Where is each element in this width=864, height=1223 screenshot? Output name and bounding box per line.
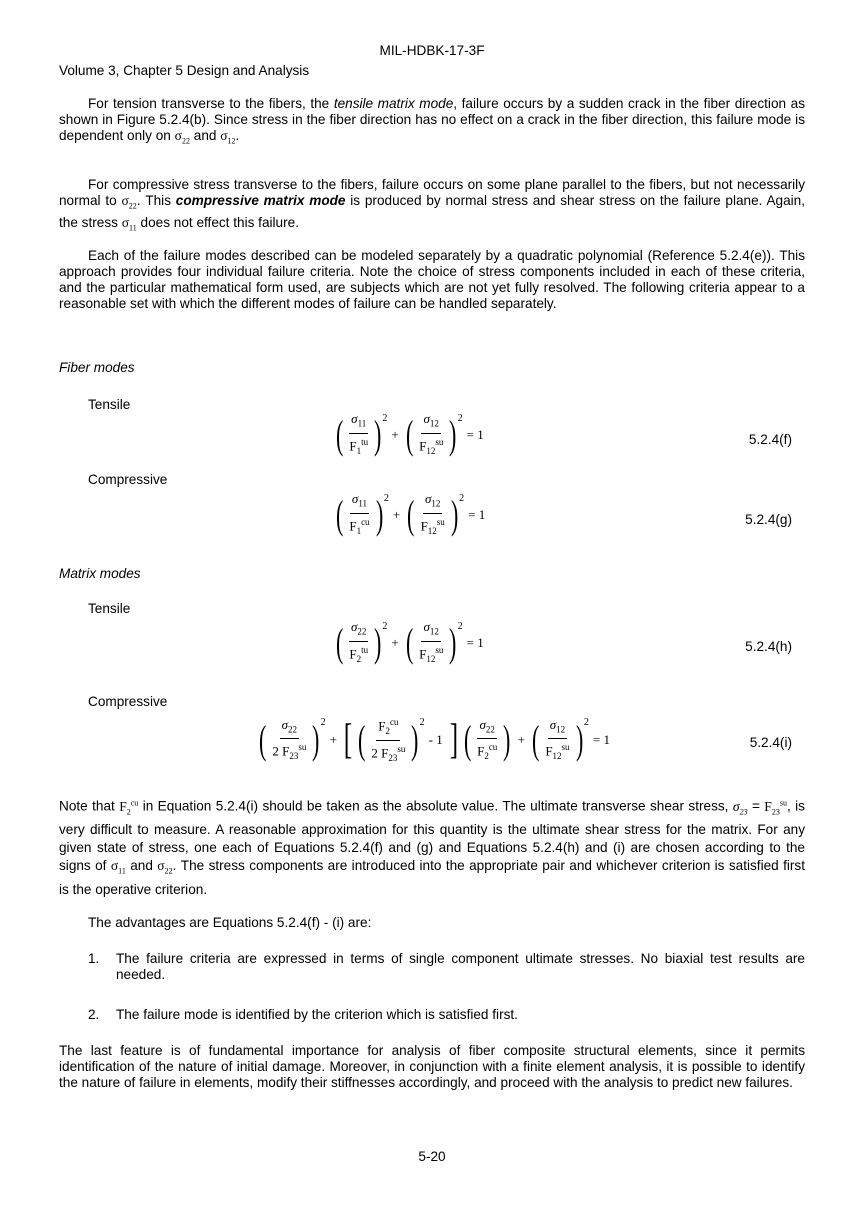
document-id: MIL-HDBK-17-3F: [379, 43, 485, 58]
paragraph-failure-modes: Each of the failure modes described can be modeled separately by a quadratic polynomial (Reference 5.2.4(e)). This approach provides four individual failure criteria. Note the choice of stress components included in each of these criteria, and the particular mathematical form used, are subjects which are not yet fully resolved. The following criteria appear to a reasonable set with which the different modes of failure can be handled separately.: [59, 248, 805, 311]
paragraph-advantages-intro: The advantages are Equations 5.2.4(f) - (i) are:: [88, 915, 372, 930]
equation-5-2-4-i: ( $\frac{\sigma_{22}}{2 F_{23}^{su}}$ ) 2 + [ ( $\frac{F_2^{cu}}{2 F_{23}^{su}}$ ) 2 - 1 ] ( $\frac{\sigma_{22}}{F_2^{cu}}$ ) + ( $\frac{\sigma_{12}}{F_{12}^{su}}$ ) 2 = 1: [258, 716, 610, 764]
fiber-tensile-label: Tensile: [88, 397, 131, 412]
fiber-compressive-label: Compressive: [88, 472, 168, 487]
equation-5-2-4-g: ( $\frac{\sigma_{11}}{F_1^{cu}}$ ) 2 + ( $\frac{\sigma_{12}}{F_{12}^{su}}$ ) 2 = 1: [335, 491, 486, 537]
matrix-tensile-label: Tensile: [88, 601, 131, 616]
matrix-compressive-label: Compressive: [88, 694, 168, 709]
list-item: 2. The failure mode is identified by the criterion which is satisfied first.: [88, 1007, 518, 1022]
list-item: 1. The failure criteria are expressed in terms of single component ultimate stresses. No biaxial test results are needed.: [88, 951, 805, 982]
page-number: 5-20: [418, 1149, 446, 1164]
equation-label-f: 5.2.4(f): [748, 432, 792, 447]
paragraph-tensile-matrix: For tension transverse to the fibers, the tensile matrix mode, failure occurs by a sudden crack in the fiber direction as shown in Figure 5.2.4(b). Since stress in the fiber direction has no effect on a crack in the fiber direction, this failure mode is dependent only on $\sigma_{22}$ and $\sigma_{12}$.: [59, 96, 805, 146]
paragraph-compressive-matrix: For compressive stress transverse to the fibers, failure occurs on some plane parallel to the fibers, but not necessarily normal to $\sigma_{22}$. This compressive matrix mode is produced by normal stress and shear stress on the failure plane. Again, the stress $\sigma_{11}$ does not effect this failure.: [59, 177, 806, 233]
paragraph-note-absolute-value: Note that $F_2^{cu}$ in Equation 5.2.4(i) should be taken as the absolute value. The ultimate transverse shear stress, $\sigma_{23} = F_{23}^{su}$, is very difficult to measure. A reasonable approximation for this quantity is the ultimate shear stress for the matrix. For any given state of stress, one each of Equations 5.2.4(f) and (g) and Equations 5.2.4(h) and (i) are chosen according to the signs of $\sigma_{11}$ and $\sigma_{22}$. The stress components are introduced into the appropriate pair and whichever criterion is satisfied first is the operative criterion.: [59, 798, 805, 897]
paragraph-last-feature: The last feature is of fundamental importance for analysis of fiber composite structural elements, since it permits identification of the nature of initial damage. Moreover, in conjunction with a finite element analysis, it is possible to identify the nature of failure in elements, modify their stiffnesses accordingly, and proceed with the analysis to predict new failures.: [59, 1043, 805, 1090]
equation-label-i: 5.2.4(i): [749, 735, 792, 750]
equation-label-g: 5.2.4(g): [745, 512, 792, 527]
volume-chapter-line: Volume 3, Chapter 5 Design and Analysis: [59, 63, 310, 78]
matrix-modes-heading: Matrix modes: [59, 566, 141, 581]
equation-label-h: 5.2.4(h): [745, 639, 792, 654]
equation-5-2-4-h: ( $\frac{\sigma_{22}}{F_2^{tu}}$ ) 2 + ( $\frac{\sigma_{12}}{F_{12}^{su}}$ ) 2 = 1: [335, 619, 484, 665]
equation-5-2-4-f: ( $\frac{\sigma_{11}}{F_1^{tu}}$ ) 2 + ( $\frac{\sigma_{12}}{F_{12}^{su}}$ ) 2 = 1: [335, 411, 484, 457]
fiber-modes-heading: Fiber modes: [59, 360, 135, 375]
